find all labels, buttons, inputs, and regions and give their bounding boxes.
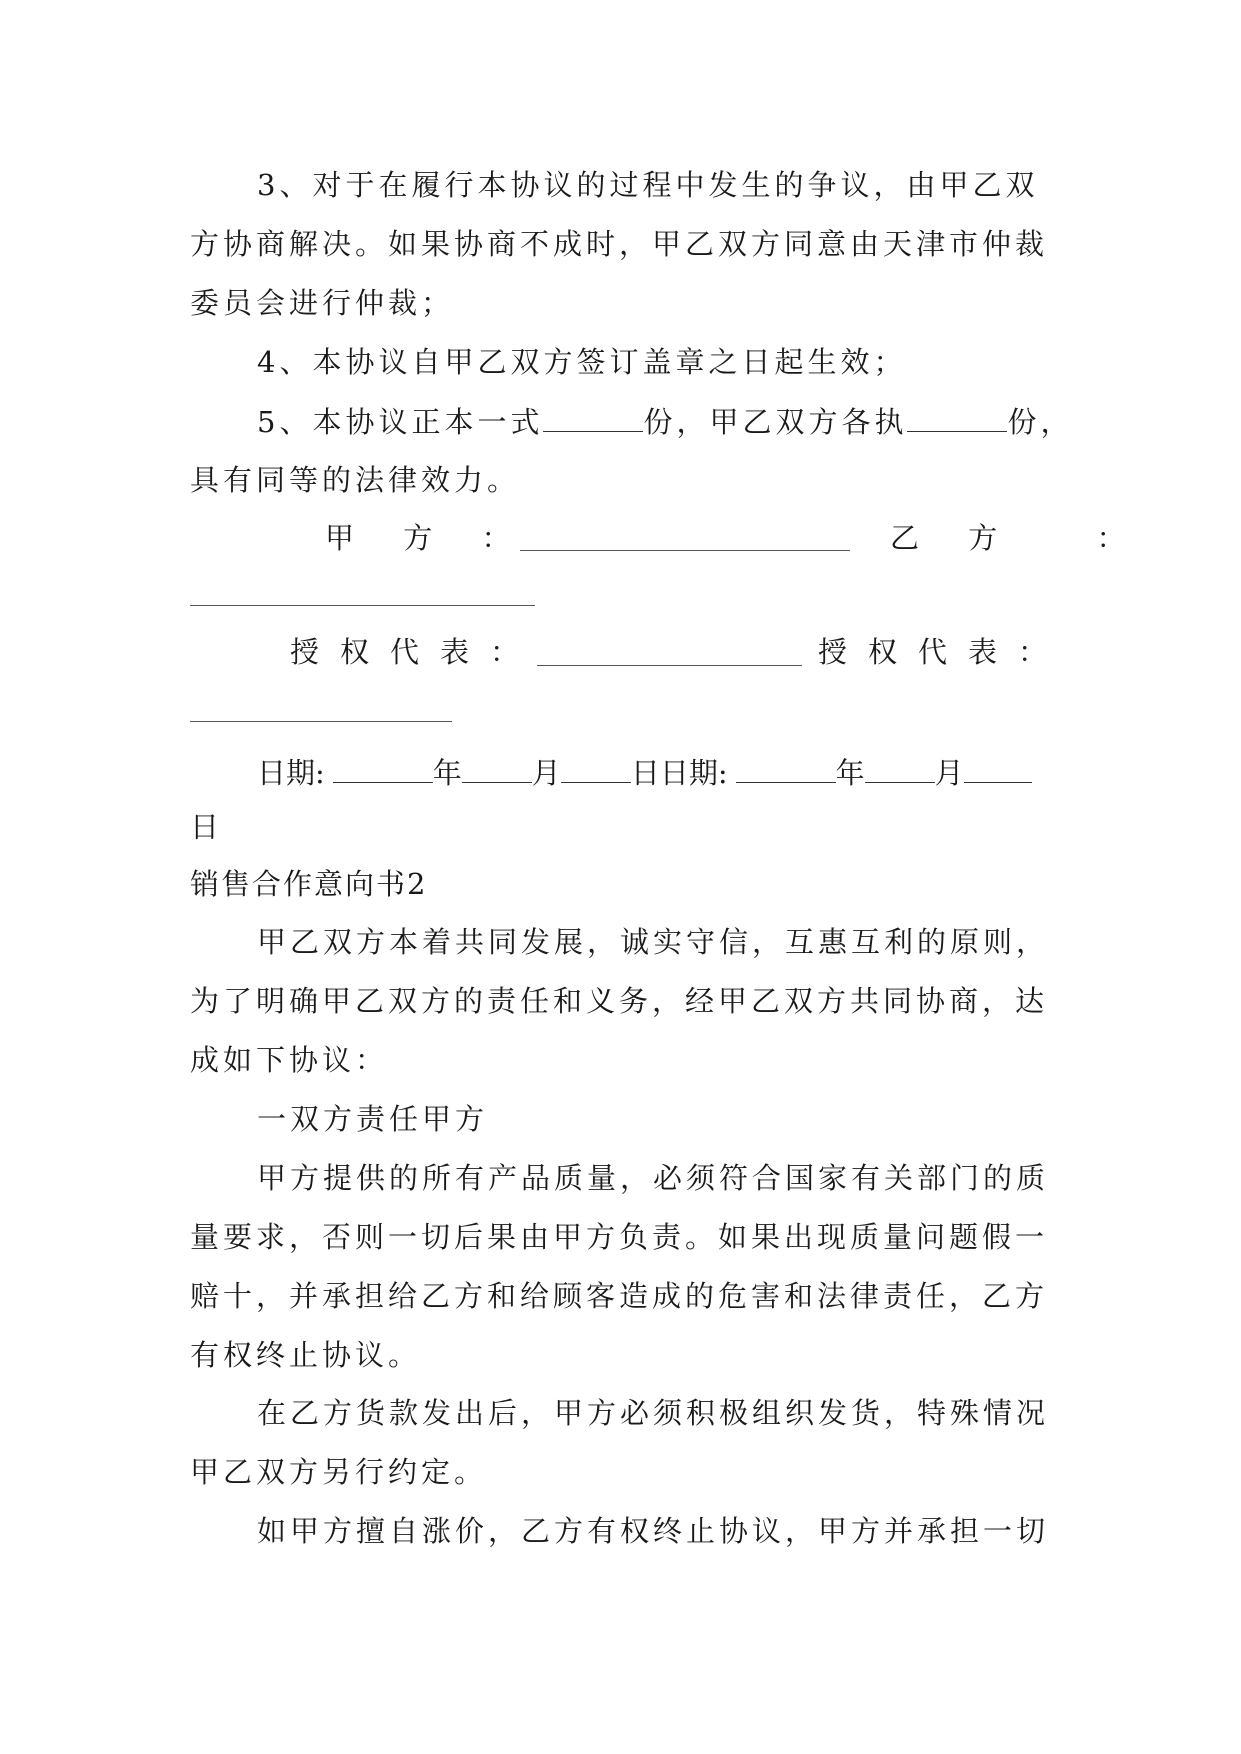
party-b-signature-line (190, 605, 535, 606)
intro-line-3: 成如下协议： (190, 1043, 389, 1077)
clause-3-line-2: 方协商解决。如果协商不成时，甲乙双方同意由天津市仲裁 (190, 227, 1049, 261)
clause-5-text-b: 份，甲乙双方各执 (643, 405, 908, 439)
clause-3-line-1: 3、对于在履行本协议的过程中发生的争议，由甲乙双 (257, 168, 1039, 202)
intro-line-1: 甲乙双方本着共同发展，诚实守信，互惠互利的原则， (257, 925, 1050, 959)
date-b-month-blank (865, 752, 935, 783)
copies-total-blank (543, 401, 643, 432)
date-a-month-blank (462, 752, 532, 783)
date-b-year-blank (736, 752, 836, 783)
intro-line-2: 为了明确甲乙双方的责任和义务，经甲乙双方共同协商，达 (190, 984, 1049, 1018)
date-a-year-blank (333, 752, 433, 783)
shipping-line-1: 在乙方货款发出后，甲方必须积极组织发货，特殊情况 (257, 1396, 1050, 1430)
date-line: 日期: 年 月 日日期: 年 月 (257, 752, 1032, 793)
quality-line-3: 赔十，并承担给乙方和给顾客造成的危害和法律责任，乙方 (190, 1279, 1049, 1313)
section-heading: 销售合作意向书2 (190, 867, 428, 901)
quality-line-4: 有权终止协议。 (190, 1338, 422, 1372)
quality-line-1: 甲方提供的所有产品质量，必须符合国家有关部门的质 (257, 1161, 1050, 1195)
party-a-signature-line (520, 550, 850, 551)
clause-5-line-2: 具有同等的法律效力。 (190, 463, 521, 497)
party-b-label: 乙 方 ： (890, 521, 1126, 555)
quality-line-2: 量要求，否则一切后果由甲方负责。如果出现质量问题假一 (190, 1220, 1049, 1254)
rep-b-signature-line (190, 721, 452, 722)
clause-5-text-c: 份， (1007, 405, 1074, 439)
clause-4: 4、本协议自甲乙双方签订盖章之日起生效； (257, 345, 907, 379)
date-a-day-blank (561, 752, 631, 783)
rep-a-label: 授权代表： (290, 635, 541, 669)
price-line-1: 如甲方擅自涨价，乙方有权终止协议，甲方并承担一切 (257, 1514, 1050, 1548)
date-b-day-blank (964, 752, 1032, 783)
party-a-label: 甲 方 ： (325, 521, 511, 555)
rep-b-label: 授权代表： (818, 635, 1069, 669)
date-line-wrap: 日 (190, 810, 224, 844)
clause-5-text-a: 5、本协议正本一式 (257, 405, 544, 439)
rep-a-signature-line (537, 665, 802, 666)
copies-each-blank (907, 401, 1007, 432)
subsection-heading: 一双方责任甲方 (257, 1102, 489, 1136)
clause-3-line-3: 委员会进行仲裁； (190, 286, 455, 320)
clause-5-line-1 (257, 401, 1073, 442)
shipping-line-2: 甲乙双方另行约定。 (190, 1455, 488, 1489)
